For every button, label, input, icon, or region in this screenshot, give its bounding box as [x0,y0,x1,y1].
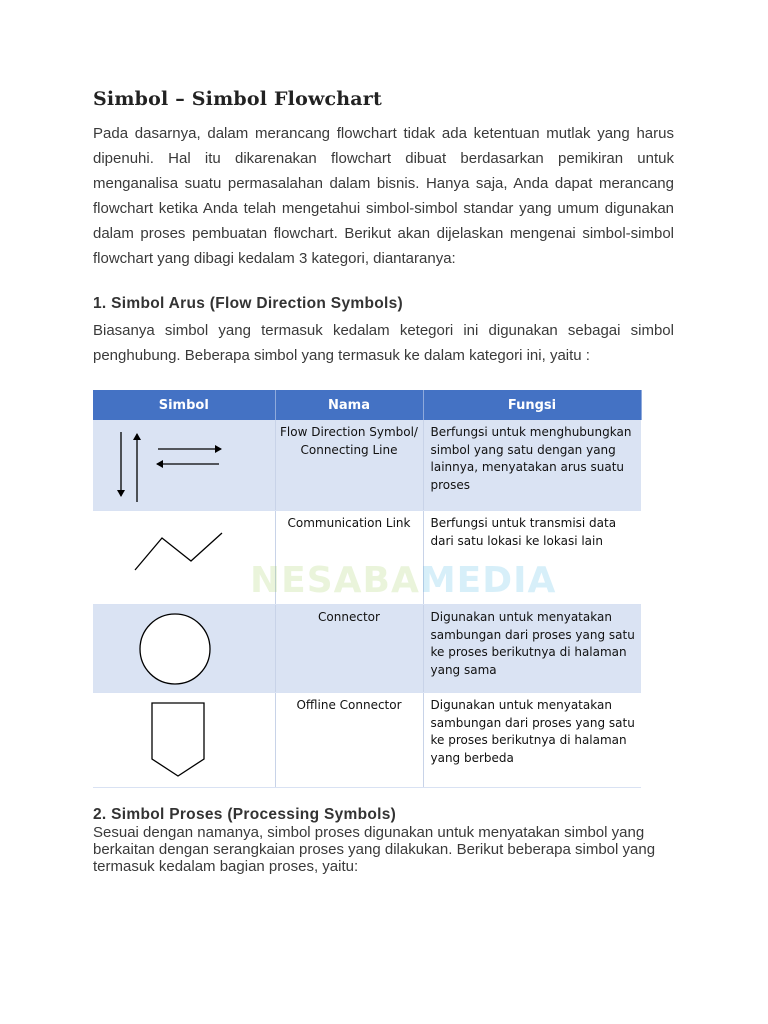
intro-paragraph: Pada dasarnya, dalam merancang flowchart tidak ada ketentuan mutlak yang harus dipenuhi. Hal itu dikarenakan flowchart dibuat berdasarkan pemikiran untuk menganalisa suatu permasalahan dalam bisnis. Hanya saja, Anda dapat merancang flowchart ketika Anda telah mengetahui simbol-simbol standar yang umum digunakan dalam proses pembuatan flowchart. Berikut akan dijelaskan mengenai simbol-simbol flowchart yang dibagi kedalam 3 kategori, diantaranya: [93,125,674,267]
header-fungsi: Fungsi [423,390,641,420]
fungsi-cell: Digunakan untuk menyatakan sambungan dari proses yang satu ke proses berikutnya di halaman yang berbeda [423,693,641,788]
table-row [93,693,641,788]
table-header-row [93,390,641,420]
table-row [93,511,641,605]
fungsi-cell: Berfungsi untuk menghubungkan simbol yang satu dengan yang lainnya, menyatakan arus suatu proses [423,420,641,511]
nama-cell: Offline Connector [275,693,423,788]
section1-heading: 1. Simbol Arus (Flow Direction Symbols) [93,295,403,312]
nama-cell: Flow Direction Symbol/ Connecting Line [275,420,423,511]
section2-heading: 2. Simbol Proses (Processing Symbols) [93,806,397,823]
section1-paragraph: Biasanya simbol yang termasuk kedalam ketegori ini digunakan sebagai simbol penghubung. Beberapa simbol yang termasuk ke dalam kategori ini, yaitu : [93,322,674,364]
nama-cell: Connector [275,605,423,693]
communication-link-zigzag-icon [93,511,275,600]
symbol-cell [93,511,275,605]
symbol-cell [93,420,275,511]
watermark-logo: NESABAMEDIA [250,560,557,601]
header-nama: Nama [275,390,423,420]
flow-direction-arrows-icon [93,420,275,506]
offline-connector-pentagon-icon [93,693,275,783]
section2-paragraph: Sesuai dengan namanya, simbol proses digunakan untuk menyatakan simbol yang berkaitan dengan serangkaian proses yang dilakukan. Berikut beberapa simbol yang termasuk kedalam bagian proses, yaitu: [93,824,656,875]
symbol-table [93,390,642,788]
connector-circle-icon [93,605,275,688]
symbol-cell [93,605,275,693]
page-title: Simbol – Simbol Flowchart [93,88,382,110]
header-simbol: Simbol [93,390,275,420]
nama-cell: Communication Link [275,511,423,605]
fungsi-cell: Digunakan untuk menyatakan sambungan dari proses yang satu ke proses berikutnya di halaman yang sama [423,605,641,693]
table-row [93,605,641,693]
table-row [93,420,641,511]
fungsi-cell: Berfungsi untuk transmisi data dari satu lokasi ke lokasi lain [423,511,641,605]
symbol-cell [93,693,275,788]
